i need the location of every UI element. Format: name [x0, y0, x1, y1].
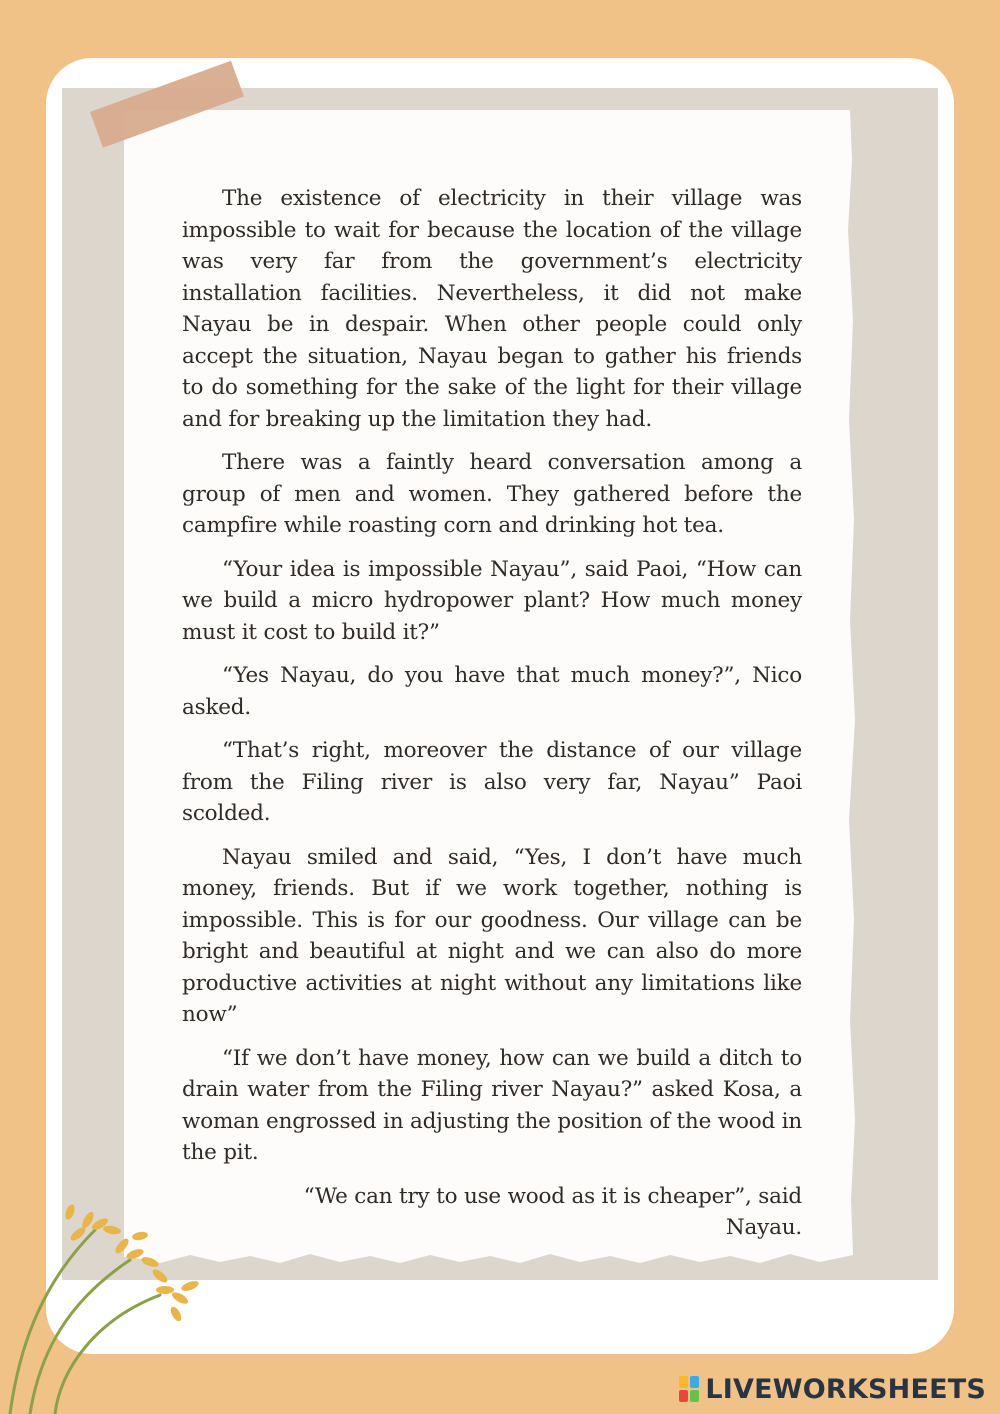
paragraph: “Your idea is impossible Nayau”, said Paoi, “How can we build a micro hydropower plant? How much money must it cost to build it?” — [182, 556, 802, 645]
liveworksheets-brand — [679, 1372, 986, 1406]
rice-stalk-icon — [0, 1190, 230, 1414]
paragraph: “Yes Nayau, do you have that much money?”, Nico asked. — [182, 663, 802, 720]
paragraph: “We can try to use wood as it is cheaper”, said Nayau. — [303, 1183, 802, 1240]
paragraph: “That’s right, moreover the distance of our village from the Filing river is also very far, Nayau” Paoi scolded. — [182, 738, 802, 826]
paragraph: Nayau smiled and said, “Yes, I don’t have much money, friends. But if we work together, nothing is impossible. This is for our goodness. Our village can be bright and beautiful at night and we can also do more productive activities at night without any limitations like now” — [182, 844, 802, 1027]
liveworksheets-logo-icon — [679, 1376, 699, 1402]
paragraph: The existence of electricity in their village was impossible to wait for because the location of the village was very far from the government’s electricity installation facilities. Nevertheless, it did not make Nayau be in despair. When other people could only accept the situation, Nayau began to gather his friends to do something for the sake of the light for their village and for breaking up the limitation they had. — [182, 186, 802, 432]
paragraph: There was a faintly heard conversation among a group of men and women. They gathered before the campfire while roasting corn and drinking hot tea. — [182, 450, 802, 538]
brand-name: LIVEWORKSHEETS — [705, 1373, 986, 1405]
story-text — [182, 183, 802, 1256]
paragraph: “If we don’t have money, how can we build a ditch to drain water from the Filing river Nayau?” asked Kosa, a woman engrossed in adjusting the position of the wood in the pit. — [182, 1045, 802, 1165]
